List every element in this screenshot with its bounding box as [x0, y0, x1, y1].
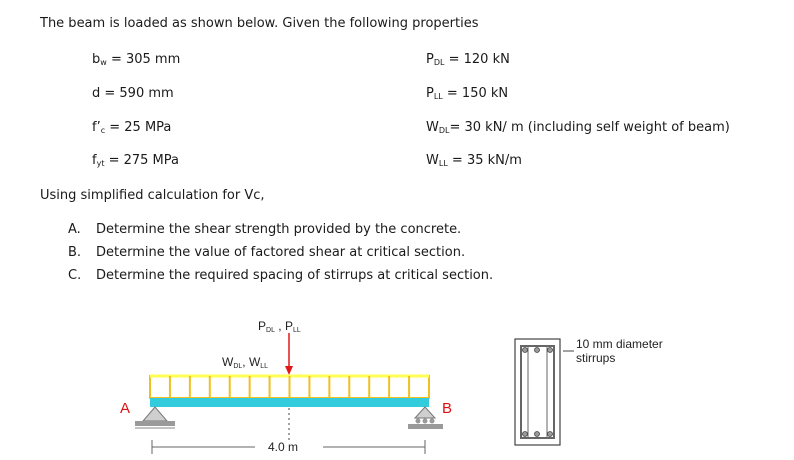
question-b: B. Determine the value of factored shear at critical section.: [68, 245, 466, 260]
point-load-arrow: [285, 333, 293, 375]
stirrup-note-line1: 10 mm diameter: [576, 337, 663, 351]
span-label: 4.0 m: [268, 440, 299, 454]
support-b-roller: [408, 407, 443, 429]
question-a: A. Determine the shear strength provided by the concrete.: [68, 222, 462, 237]
prop-fc: $f’_c = 25$ MPa: [92, 120, 172, 135]
support-b-label: B: [442, 400, 453, 417]
prop-wll: $W_{LL} = 35$ kN/m: [426, 153, 522, 168]
prop-d: d = 590 mm: [92, 86, 174, 101]
intro-text: The beam is loaded as shown below. Given the following properties: [40, 16, 479, 31]
prop-wdl: $W_{DL}= 30$ kN/ m (including self weight of beam): [426, 120, 730, 135]
beam-cross-section: [515, 339, 560, 445]
point-load-label: PDL , PLL: [258, 319, 301, 334]
prop-bw: $b_w = 305$ mm: [92, 52, 181, 67]
prop-pll: $P_{LL} = 150$ kN: [426, 86, 509, 101]
distributed-load: [150, 376, 429, 398]
dist-load-label: WDL, WLL: [222, 355, 269, 370]
prop-fyt: $f_{yt} = 275$ MPa: [92, 153, 179, 168]
prop-pdl: $P_{DL} = 120$ kN: [426, 52, 510, 67]
beam: [150, 398, 429, 407]
method-text: Using simplified calculation for Vc,: [40, 188, 265, 203]
support-a-pin: [135, 407, 175, 428]
question-c: C. Determine the required spacing of stirrups at critical section.: [68, 268, 494, 283]
support-a-label: A: [120, 400, 131, 417]
stirrup-note-line2: stirrups: [576, 351, 616, 365]
